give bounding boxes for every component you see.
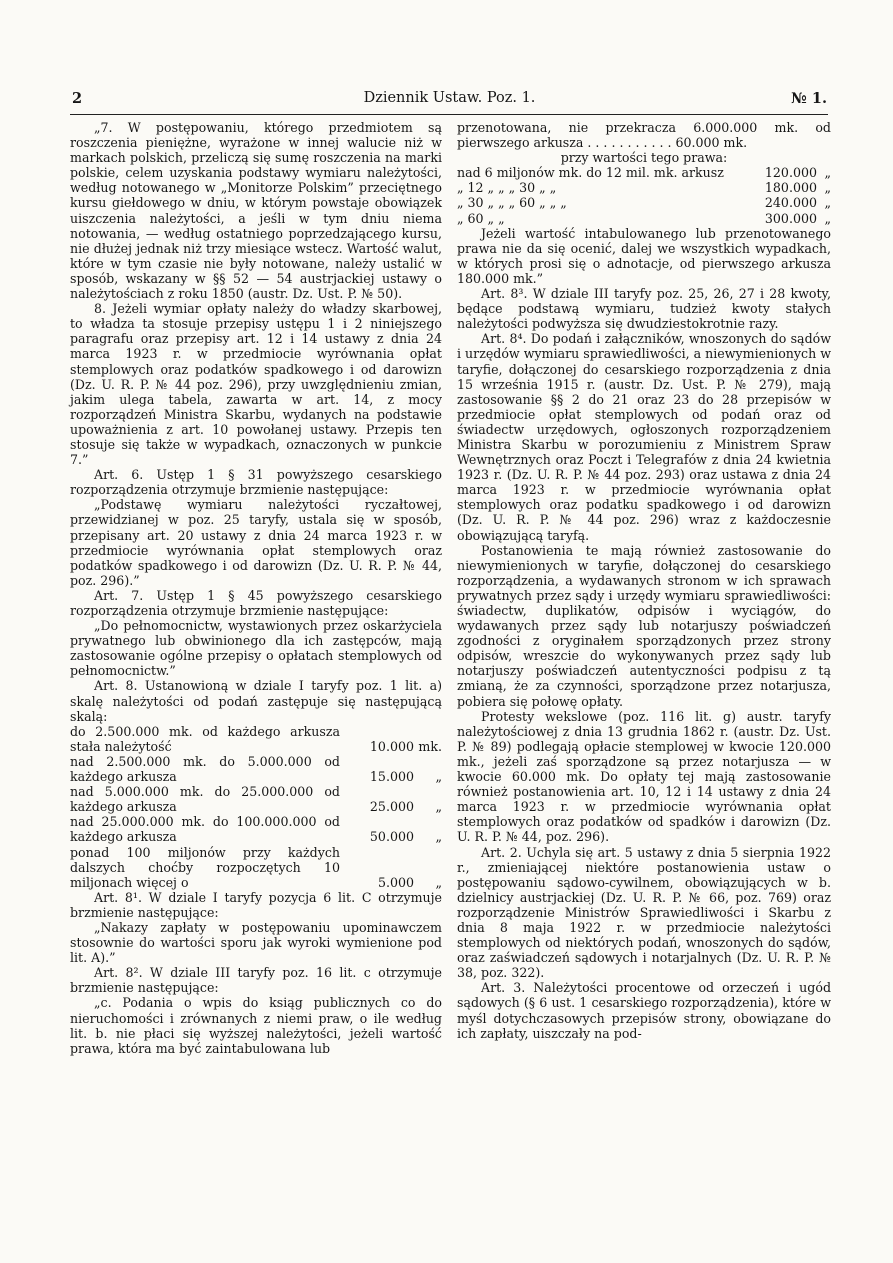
journal-title: Dziennik Ustaw. Poz. 1. (363, 90, 536, 106)
table-row (457, 195, 831, 210)
table-caption: przy wartości tego prawa: (560, 150, 728, 166)
fee-scale (70, 724, 442, 890)
row-unit: „ (824, 165, 831, 181)
table-row (457, 165, 831, 180)
issue-number: № 1. (791, 90, 827, 107)
fee-desc: do 2.500.000 mk. od każdego arkusza stała należytość (70, 723, 340, 754)
row-unit: „ (824, 180, 831, 196)
article-8-1-quote: „Nakazy zapłaty w postępowaniu upominawczem stosownie do wartości sporu jak wyroki wymienione pod lit. A).” (70, 919, 442, 966)
intabulation-paragraph: Jeżeli wartość intabulowanego lub przenotowanego prawa nie da się ocenić, dalej we wszystkich wypadkach, w których prosi się o adnotacje, od pierwszego arkusza 180.000 mk.” (457, 225, 831, 286)
protests-paragraph: Protesty wekslowe (poz. 116 lit. g) austr. taryfy należytościowej z dnia 13 grudnia 1862 r. (austr. Dz. Ust. P. № 89) podlegają opłacie stemplowej w kwocie 120.000 mk., jeżeli zaś sporządzone są przez notarjusza — w kwocie 60.000 mk. Do opłaty tej mają zastosowanie również postanowienia art. 10, 12 i 14 ustawy z dnia 24 marca 1923 r. w przedmiocie wyrównania opłat stemplowych oraz podatków od spadków i darowizn (Dz. U. R. P. № 44, poz. 296). (457, 708, 831, 845)
row-desc: „ 60 „ „ (457, 210, 505, 226)
fee-unit: „ (435, 769, 442, 785)
fee-unit: „ (435, 829, 442, 845)
row-amount: 120.000 (764, 165, 817, 181)
fee-desc: nad 25.000.000 mk. do 100.000.000 od każdego arkusza (70, 814, 340, 845)
fee-amount: 25.000 (369, 799, 414, 815)
article-8-2-quote: „c. Podania o wpis do ksiąg publicznych co do nieruchomości i zrównanych z niemi praw, o ile według lit. b. nie płaci się wyższej należytości, jeżeli wartość prawa, która ma być zaintabulowana lub (70, 995, 442, 1056)
left-column (70, 120, 442, 1056)
header-rule (70, 114, 828, 115)
paragraph-7: „7. W postępowaniu, którego przedmiotem są roszczenia pieniężne, wyrażone w innej walucie niż w markach polskich, przeliczą się sumę roszczenia na marki polskie, celem uzyskania podstawy wymiaru należytości, według notowanego w „Monitorze Polskim” przeciętnego kursu giełdowego w dniu, w którym powstaje obowiązek uiszczenia należytości, a jeśli w tym dniu niema notowania, — według ostatniego poprzedzającego kursu, nie dłużej jednak niż trzy miesiące wstecz. Wartość walut, które w tym czasie nie były notowane, należy ustalić w sposób, wskazany w §§ 52 — 54 austrjackiej ustawy o należytościach z roku 1850 (austr. Dz. Ust. P. № 50). (70, 120, 442, 302)
fee-amount: 10.000 (369, 738, 414, 754)
fee-unit: mk. (418, 738, 442, 754)
paragraph-8: 8. Jeżeli wymiar opłaty należy do władzy skarbowej, to władza ta stosuje przepisy ustępu 1 i 2 niniejszego paragrafu oraz przepisy art. 12 i 14 ustawy z dnia 24 marca 1923 r. w przedmiocie wyrównania opłat stemplowych oraz podatków spadkowego i od darowizn (Dz. U. R. P. № 44 poz. 296), przy uwzględnieniu zmian, jakim ulega tabela, zawarta w art. 14, z mocy rozporządzeń Ministra Skarbu, wydanych na podstawie upoważnienia z art. 10 powołanej ustawy. Przepis ten stosuje się także w wypadkach, oznaczonych w punkcie 7.” (70, 301, 442, 468)
value-table (457, 165, 831, 225)
fee-row (70, 754, 442, 784)
article-3: Art. 3. Należytości procentowe od orzeczeń i ugód sądowych (§ 6 ust. 1 cesarskiego rozporządzenia), które w myśl dotychczasowych przepisów strony, obowiązane do ich zapłaty, uiszczały na pod- (457, 980, 831, 1041)
row-unit: „ (824, 210, 831, 226)
fee-unit: „ (435, 799, 442, 815)
article-8-heading: Art. 8. Ustanowioną w dziale I taryfy poz. 1 lit. a) skalę należytości od podań zastępuje się następującą skalą: (70, 678, 442, 724)
fee-unit: „ (435, 874, 442, 890)
fee-amount: 15.000 (369, 769, 414, 785)
row-desc: „ 12 „ „ „ 30 „ „ (457, 180, 557, 196)
fee-desc: ponad 100 miljonów przy każdych dalszych choćby rozpoczętych 10 miljonach więcej o (70, 844, 340, 890)
fee-row (70, 845, 442, 890)
fee-amount: 5.000 (377, 874, 414, 890)
fee-desc: nad 2.500.000 mk. do 5.000.000 od każdego arkusza (70, 753, 340, 785)
row-amount: 180.000 (764, 180, 817, 196)
row-amount: 240.000 (764, 195, 817, 211)
article-8-2-heading: Art. 8². W dziale III taryfy poz. 16 lit. c otrzymuje brzmienie następujące: (70, 965, 442, 996)
row-desc: nad 6 miljonów mk. do 12 mil. mk. arkusz (457, 165, 724, 181)
article-7-heading: Art. 7. Ustęp 1 § 45 powyższego cesarskiego rozporządzenia otrzymuje brzmienie następujące: (70, 587, 442, 618)
fee-amount: 50.000 (369, 829, 414, 845)
article-2: Art. 2. Uchyla się art. 5 ustawy z dnia 5 sierpnia 1922 r., zmieniającej niektóre postanowienia ustaw o postępowaniu sądowo-cywilnem, obowiązujących w b. dzielnicy austrjackiej (Dz. U. R. P. № 66, poz. 769) oraz rozporządzenie Ministrów Sprawiedliwości i Skarbu z dnia 8 maja 1922 r. w przedmiocie należytości stemplowych od niektórych podań, wnoszonych do sądów, oraz zaświadczeń sądowych i notarjalnych (Dz. U. R. P. № 38, poz. 322). (457, 844, 831, 981)
article-8-4: Art. 8⁴. Do podań i załączników, wnoszonych do sądów i urzędów wymiaru sprawiedliwości, a niewymienionych w taryfie, dołączonej do cesarskiego rozporządzenia z dnia 15 września 1915 r. (austr. Dz. Ust. P. № 279), mają zastosowanie §§ 2 do 21 oraz 23 do 28 przepisów w przedmiocie opłat stemplowych od podań oraz od świadectw urzędowych, ogłoszonych rozporządzeniem Ministra Skarbu w porozumieniu z Ministrem Spraw Wewnętrznych oraz Poczt i Telegrafów z dnia 24 kwietnia 1923 r. (Dz. U. R. P. № 44 poz. 293) oraz ustawa z dnia 24 marca 1923 r. w przedmiocie wyrównania opłat stemplowych oraz podatku spadkowego i od darowizn (Dz. U. R. P. № 44 poz. 296) wraz z każdoczesnie obowiązującą taryfą. (457, 331, 831, 543)
article-8-1-heading: Art. 8¹. W dziale I taryfy pozycja 6 lit. C otrzymuje brzmienie następujące: (70, 889, 442, 920)
table-row (457, 211, 831, 226)
article-6-quote: „Podstawę wymiaru należytości ryczałtowej, przewidzianej w poz. 25 taryfy, ustala się w sposób, przepisany art. 20 ustawy z dnia 24 marca 1923 r. w przedmiocie wyrównania opłat stemplowych oraz podatków spadkowego i od darowizn (Dz. U. R. P. № 44, poz. 296).” (70, 497, 442, 588)
article-8-3: Art. 8³. W dziale III taryfy poz. 25, 26, 27 i 28 kwoty, będące podstawą wymiaru, tudzież kwoty stałych należytości podwyższa się dwudziestokrotnie razy. (457, 286, 831, 332)
provisions-paragraph: Postanowienia te mają również zastosowanie do niewymienionych w taryfie, dołączonej do cesarskiego rozporządzenia, a wydawanych stronom w ich sprawach prywatnych przez sądy i urzędy wymiaru sprawiedliwości: świadectw, duplikatów, odpisów i wyciągów, do wydawanych przez sądy lub notarjuszy poświadczeń zgodności z oryginałem sporządzonych przez strony odpisów, wreszcie do wykonywanych przez sądy lub notarjuszy poświadczeń autentyczności podpisu z tą zmianą, że za czynności, sporządzone przez notarjusza, pobiera się połowę opłaty. (457, 542, 831, 709)
right-column (457, 120, 831, 1041)
fee-row (70, 784, 442, 814)
row-amount: 300.000 (764, 210, 817, 226)
fee-row (70, 814, 442, 844)
fee-row (70, 724, 442, 754)
row-unit: „ (824, 195, 831, 211)
page-number: 2 (72, 90, 83, 107)
table-row (457, 180, 831, 195)
row-desc: „ 30 „ „ „ 60 „ „ „ (457, 195, 567, 211)
continuation-paragraph: przenotowana, nie przekracza 6.000.000 mk. od pierwszego arkusza . . . . . . . . . . . 60.000 mk. (457, 120, 831, 151)
article-7-quote: „Do pełnomocnictw, wystawionych przez oskarżyciela prywatnego lub obwinionego dla ich zastępców, mają zastosowanie ogólne przepisy o opłatach stemplowych od pełnomocnictw.” (70, 618, 442, 679)
article-6-heading: Art. 6. Ustęp 1 § 31 powyższego cesarskiego rozporządzenia otrzymuje brzmienie następujące: (70, 467, 442, 498)
fee-desc: nad 5.000.000 mk. do 25.000.000 od każdego arkusza (70, 784, 340, 815)
page-header (72, 90, 827, 112)
